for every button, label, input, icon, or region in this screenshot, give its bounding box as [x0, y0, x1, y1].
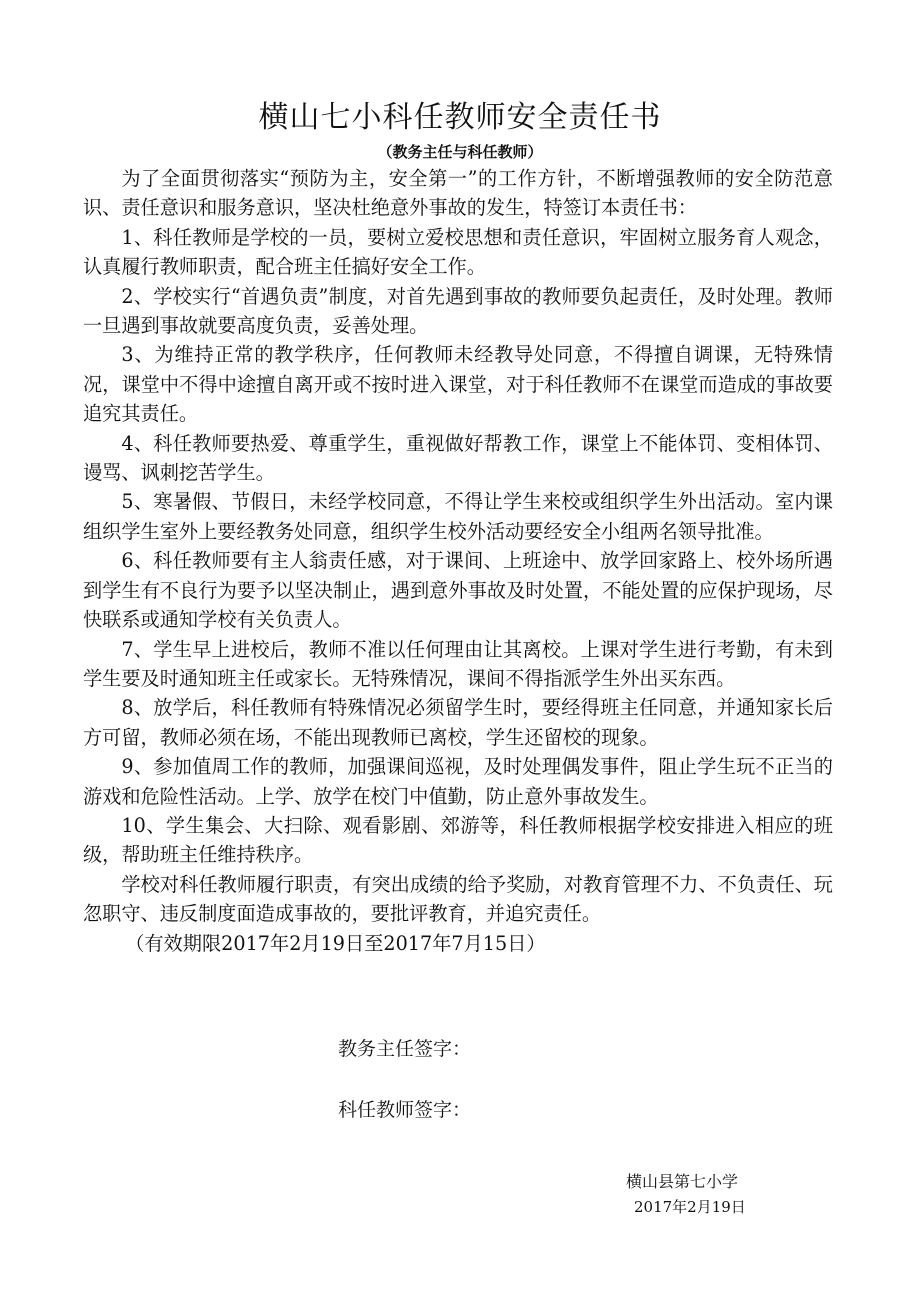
clause-9: 9、参加值周工作的教师，加强课间巡视，及时处理偶发事件，阻止学生玩不正当的游戏和危险性活动。上学、放学在校门中值勤，防止意外事故发生。	[83, 755, 833, 808]
clause-4: 4、科任教师要热爱、尊重学生，重视做好帮教工作，课堂上不能体罚、变相体罚、谩骂、讽刺挖苦学生。	[83, 431, 833, 485]
clause-3: 3、为维持正常的教学秩序，任何教师未经教导处同意，不得擅自调课，无特殊情况，课堂中不得中途擅自离开或不按时进入课堂，对于科任教师不在课堂而造成的事故要追究其责任。	[83, 343, 833, 426]
academic-director-signature-label: 教务主任签字：	[338, 1038, 472, 1060]
clause-8: 8、放学后，科任教师有特殊情况必须留学生时，要经得班主任同意，并通知家长后方可留，教师必须在场，不能出现教师已离校，学生还留校的现象。	[83, 696, 833, 749]
document-title: 横山七小科任教师安全责任书	[258, 100, 662, 135]
clause-1: 1、科任教师是学校的一员，要树立爱校思想和责任意识，牢固树立服务育人观念，认真履行教师职责，配合班主任搞好安全工作。	[83, 225, 833, 279]
closing-paragraph: 学校对科任教师履行职责，有突出成绩的给予奖励，对教育管理不力、不负责任、玩忽职守、违反制度面造成事故的，要批评教育，并追究责任。	[83, 872, 833, 926]
clause-7: 7、学生早上进校后，教师不准以任何理由让其离校。上课对学生进行考勤，有未到学生要及时通知班主任或家长。无特殊情况，课间不得指派学生外出买东西。	[83, 637, 833, 690]
clause-10: 10、学生集会、大扫除、观看影剧、郊游等，科任教师根据学校安排进入相应的班级，帮助班主任维持秩序。	[83, 813, 833, 867]
subject-teacher-signature-label: 科任教师签字：	[338, 1099, 472, 1121]
intro-paragraph: 为了全面贯彻落实“预防为主，安全第一”的工作方针，不断增强教师的安全防范意识、责任意识和服务意识，坚决杜绝意外事故的发生，特签订本责任书：	[83, 167, 833, 220]
clause-6: 6、科任教师要有主人翁责任感，对于课间、上班途中、放学回家路上、校外场所遇到学生有不良行为要予以坚决制止，遇到意外事故及时处置，不能处置的应保护现场，尽快联系或通知学校有关负责人。	[83, 549, 833, 632]
document-body	[83, 164, 833, 958]
clause-5: 5、寒暑假、节假日，未经学校同意，不得让学生来校或组织学生外出活动。室内课组织学生室外上要经教务处同意，组织学生校外活动要经安全小组两名领导批准。	[83, 490, 833, 543]
validity-period: （有效期限2017年2月19日至2017年7月15日）	[125, 931, 546, 955]
clause-2: 2、学校实行“首遇负责”制度，对首先遇到事故的教师要负起责任，及时处理。教师一旦遇到事故就要高度负责，妥善处理。	[83, 284, 833, 338]
document-subtitle: （教务主任与科任教师）	[377, 143, 543, 161]
issuing-school: 横山县第七小学	[626, 1172, 739, 1191]
issue-date: 2017年2月19日	[634, 1198, 746, 1216]
